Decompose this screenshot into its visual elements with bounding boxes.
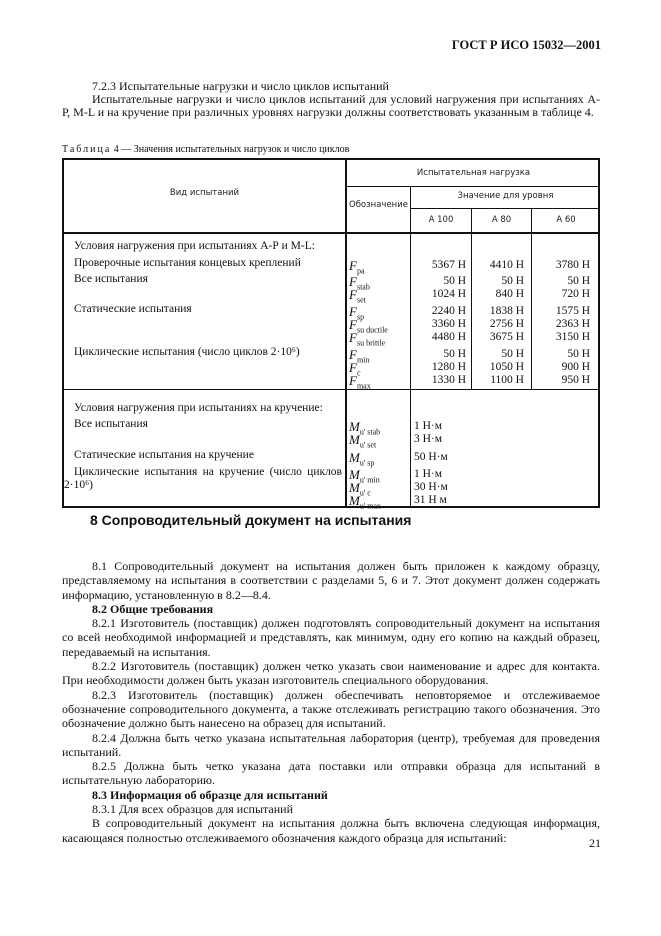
row-label: Все испытания: [74, 273, 148, 285]
symbol-letter: M: [349, 450, 360, 465]
symbol-subscript: set: [356, 295, 366, 305]
symbol-subscript: u' min: [359, 475, 380, 485]
value-cell: 1100 Н: [490, 374, 524, 386]
symbol-letter: F: [349, 347, 357, 362]
header-test-load: Испытательная нагрузка: [416, 168, 531, 178]
value-cell: 50 Н: [567, 275, 590, 287]
symbol-letter: M: [349, 419, 360, 434]
symbol-letter: M: [349, 432, 360, 447]
paragraph: В сопроводительный документ на испытания должна быть включена следующая информация, касающаяся полностью отслеживаемого обозначения каждого образца для испытаний:: [62, 816, 600, 845]
header-symbol: Обозначение: [349, 200, 408, 210]
value-cell: 50 Н: [501, 348, 524, 360]
symbol-subscript: u' sp: [359, 458, 375, 468]
value-cell: 31 Н м: [414, 494, 447, 506]
paragraph: 8.2.4 Должна быть четко указана испытательная лаборатория (центр), требуемая для проведения испытаний.: [62, 730, 600, 759]
value-cell: 5367 Н: [431, 259, 466, 271]
symbol-letter: F: [349, 360, 357, 375]
value-cell: 1 Н·м: [414, 420, 443, 432]
header-level-value: Значение для уровня: [457, 191, 554, 201]
paragraph: 8.3.1 Для всех образцов для испытаний: [92, 802, 294, 817]
symbol-subscript: su ductile: [356, 325, 388, 335]
value-cell: 1050 Н: [489, 361, 524, 373]
value-cell: 1024 Н: [431, 288, 466, 300]
symbol-subscript: su brittle: [356, 338, 386, 348]
symbol-subscript: u' set: [359, 440, 377, 450]
value-cell: 30 Н·м: [414, 481, 448, 493]
symbol-subscript: stab: [356, 282, 370, 292]
row-label: Проверочные испытания концевых креплений: [74, 257, 301, 269]
value-cell: 4410 Н: [489, 259, 524, 271]
value-cell: 720 Н: [561, 288, 590, 300]
symbol-subscript: c: [356, 368, 361, 378]
section-title: 7.2.3 Испытательные нагрузки и число циклов испытаний: [92, 79, 389, 93]
loads-table: [62, 158, 600, 511]
section-title: Условия нагружения при испытаниях А-Р и М-L:: [74, 240, 315, 252]
row-label: Статические испытания: [74, 303, 192, 315]
symbol-letter: F: [349, 317, 357, 332]
value-cell: 3780 Н: [555, 259, 590, 271]
table-caption: Таблица 4 — Значения испытательных нагрузок и число циклов: [62, 144, 350, 155]
paragraph: 8.1 Сопроводительный документ на испытания должен быть приложен к каждому образцу, представляемому на испытания в соответствии с разделами 5, 6 и 7. Этот документ должен содержать информацию, установленную в 8.2—8.4.: [62, 559, 600, 602]
value-cell: 1280 Н: [431, 361, 466, 373]
value-cell: 2240 Н: [431, 305, 466, 317]
header-level-a80: А 80: [491, 215, 512, 225]
paragraph: Испытательные нагрузки и число циклов испытаний для условий нагружения при испытаниях А-Р, М-L и на кручение при различных уровнях нагрузки должны соответствовать указанным в таблице 4.: [62, 92, 600, 120]
symbol-letter: M: [349, 467, 360, 482]
symbol-letter: M: [349, 493, 360, 508]
paragraph: 8.2.5 Должна быть четко указана дата поставки или отправки образца для испытаний в испытательную лабораторию.: [62, 759, 600, 788]
value-cell: 900 Н: [561, 361, 590, 373]
symbol: [349, 494, 381, 512]
symbol-letter: F: [349, 373, 357, 388]
value-cell: 50 Н: [567, 348, 590, 360]
symbol-subscript: sp: [356, 312, 365, 322]
value-cell: 950 Н: [561, 374, 590, 386]
row-label: Циклические испытания (число циклов 2·10⁶): [74, 346, 300, 358]
value-cell: 50 Н: [501, 275, 524, 287]
symbol-subscript: u' max: [359, 501, 382, 511]
symbol-subscript: min: [356, 355, 370, 365]
page-number: 21: [589, 836, 601, 850]
row-label: Все испытания: [74, 418, 148, 430]
section-title: Условия нагружения при испытаниях на кручение:: [74, 402, 323, 414]
value-cell: 3360 Н: [431, 318, 466, 330]
paragraph: 8.2.3 Изготовитель (поставщик) должен обеспечивать неповторяемое и отслеживаемое обозначение сопроводительного документа, а также отслеживать регистрацию такого обозначения. Это обозначение должно быть нанесено на образец для испытаний.: [62, 687, 600, 731]
symbol-subscript: u' stab: [359, 427, 381, 437]
value-cell: 1330 Н: [431, 374, 466, 386]
symbol-letter: F: [349, 274, 357, 289]
value-cell: 3 Н·м: [414, 433, 443, 445]
value-cell: 50 Н·м: [414, 451, 448, 463]
value-cell: 50 Н: [443, 275, 466, 287]
row-label: Статические испытания на кручение: [74, 449, 254, 461]
symbol-letter: F: [349, 304, 357, 319]
symbol-letter: F: [349, 258, 357, 273]
value-cell: 1838 Н: [489, 305, 524, 317]
value-cell: 840 Н: [495, 288, 524, 300]
section-8-heading: 8 Сопроводительный документ на испытания: [90, 512, 412, 528]
value-cell: 1575 Н: [555, 305, 590, 317]
value-cell: 3150 Н: [555, 331, 590, 343]
value-cell: 2756 Н: [489, 318, 524, 330]
value-cell: 1 Н·м: [414, 468, 443, 480]
value-cell: 4480 Н: [431, 331, 466, 343]
subsection-heading: 8.2 Общие требования: [92, 601, 214, 616]
symbol-letter: F: [349, 330, 357, 345]
value-cell: 3675 Н: [489, 331, 524, 343]
symbol-subscript: max: [356, 381, 371, 391]
paragraph: 8.2.2 Изготовитель (поставщик) должен четко указать свои наименование и адрес для контакта. При необходимости должен быть указан изготовитель специального оборудования.: [62, 659, 600, 688]
document-header: ГОСТ Р ИСО 15032—2001: [451, 38, 601, 52]
value-cell: 50 Н: [443, 348, 466, 360]
section-8-body: [62, 559, 600, 845]
value-cell: 2363 Н: [555, 318, 590, 330]
symbol-letter: M: [349, 480, 360, 495]
header-test-type: Вид испытаний: [169, 188, 240, 198]
header-level-a60: А 60: [556, 215, 576, 225]
symbol: [349, 374, 371, 392]
row-label: Циклические испытания на кручение (число циклов 2·10⁶): [64, 466, 342, 491]
symbol-subscript: pa: [356, 266, 365, 276]
paragraph: 8.2.1 Изготовитель (поставщик) должен подготовлять сопроводительный документ на испытания со всей необходимой информацией и представлять, как минимум, одну его копию на каждый образец, передаваемый на испытания.: [62, 616, 600, 659]
section-7-2-3: [62, 80, 600, 120]
symbol-subscript: u' c: [359, 488, 371, 498]
symbol: [349, 433, 376, 451]
subsection-heading: 8.3 Информация об образце для испытаний: [92, 787, 328, 802]
header-level-a100: А 100: [428, 215, 454, 225]
symbol-letter: F: [349, 287, 357, 302]
